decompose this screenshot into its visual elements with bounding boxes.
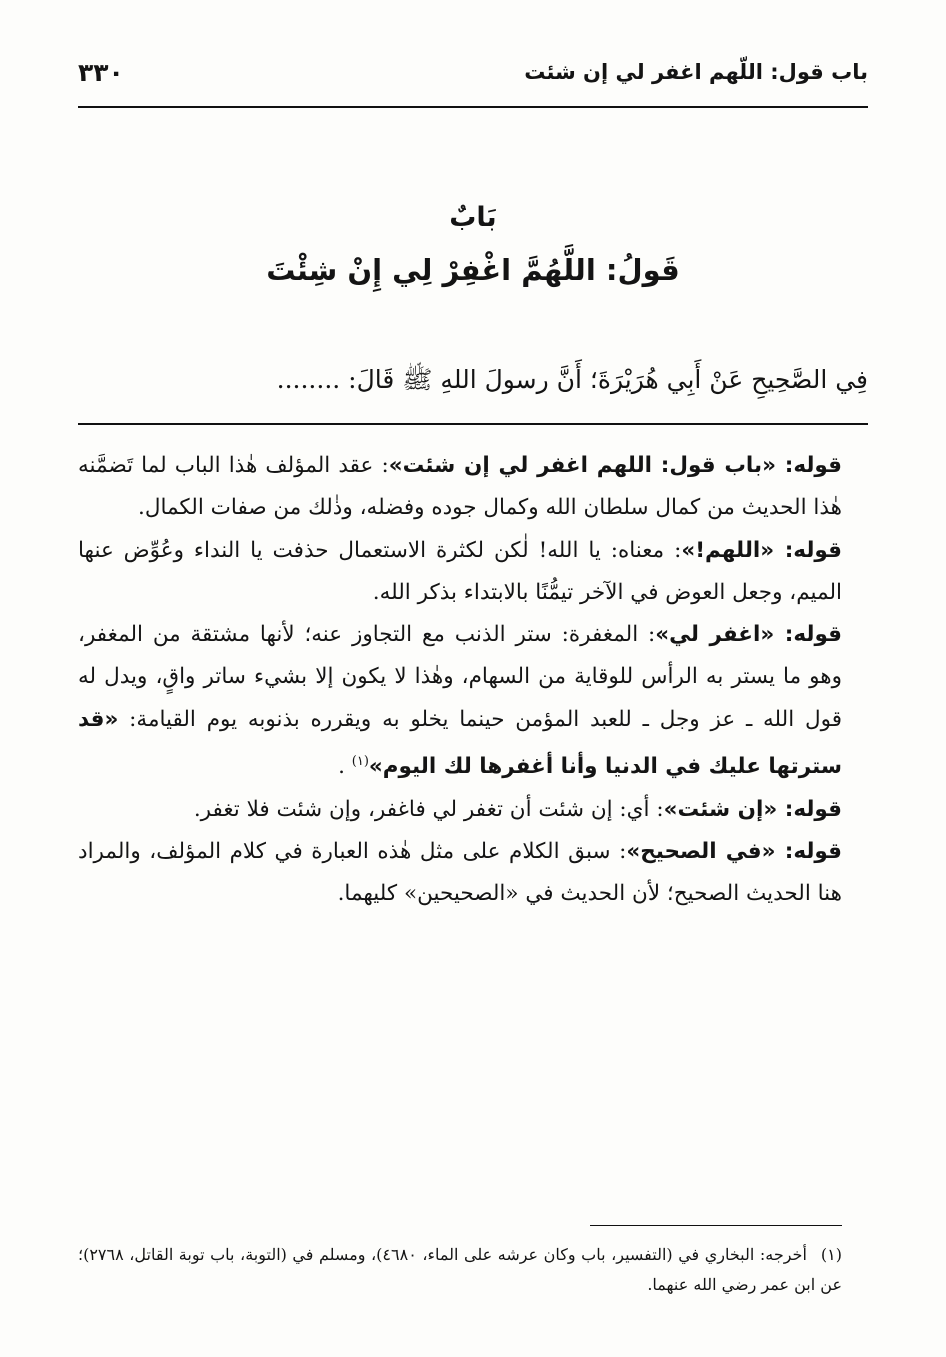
page-number: ٣٣٠	[78, 57, 124, 87]
footnote	[78, 1240, 842, 1300]
qawluhu-keyword: قوله:	[775, 453, 842, 478]
paragraph-text: : عقد المؤلف هٰذا الباب لما تَضمَّنه هٰذا الحديث من كمال سلطان الله وكمال جوده وفضله، وذٰلك من صفات الكمال.	[78, 453, 842, 521]
commentary-paragraph	[78, 530, 842, 615]
quoted-term: «باب قول: اللهم اغفر لي إن شئت»	[388, 453, 776, 478]
matn-rule	[78, 423, 868, 425]
qawluhu-keyword: قوله:	[774, 537, 842, 563]
paragraph-text: : سبق الكلام على مثل هٰذه العبارة في كلام المؤلف، والمراد هنا الحديث الصحيح؛ لأن الحديث في «الصحيحين» كليهما.	[78, 838, 842, 907]
paragraph-end: .	[338, 754, 352, 780]
commentary-body	[78, 445, 842, 915]
quoted-term: «اللهم!»	[681, 537, 775, 563]
commentary-paragraph	[78, 789, 842, 831]
paragraph-text: : أي: إن شئت أن تغفر لي فاغفر، وإن شئت فلا تغفر.	[193, 796, 664, 822]
chapter-title: قَولُ: اللَّهُمَّ اغْفِرْ لِي إِنْ شِئْتَ	[266, 253, 680, 287]
commentary-paragraph	[78, 831, 842, 916]
quoted-term: «اغفر لي»	[655, 622, 775, 648]
chapter-heading	[78, 196, 868, 300]
paragraph-text: : معناه: يا الله! لٰكن لكثرة الاستعمال حذفت يا النداء وعُوِّض عنها الميم، وجعل العوض في الآخر تيمُّنًا بالابتداء بذكر الله.	[78, 537, 842, 605]
qawluhu-keyword: قوله:	[775, 838, 842, 864]
paragraph-text: : المغفرة: ستر الذنب مع التجاوز عنه؛ لأنها مشتقة من المغفر، وهو ما يستر به الرأس للوقاية من السهام، وهٰذا لا يكون إلا بشيء ساتر واقٍ، ويدل له قول الله ـ عز وجل ـ للعبد المؤمن حينما يخلو به ويقرره بذنوبه يوم القيامة:	[78, 622, 842, 732]
page-header	[78, 48, 868, 96]
hadith-quote: «قد سترتها عليك في الدنيا وأنا أغفرها لك اليوم»	[78, 706, 842, 780]
footnote-ref: (١)	[351, 754, 369, 770]
running-title: باب قول: اللّهم اغفر لي إن شئت	[524, 60, 868, 84]
quoted-term: «في الصحيح»	[626, 838, 776, 864]
chapter-word: بَابٌ	[449, 202, 497, 233]
footnote-rule	[590, 1225, 842, 1226]
header-rule	[78, 106, 868, 108]
commentary-paragraph	[78, 614, 842, 788]
matn-text: فِي الصَّحِيحِ عَنْ أَبِي هُرَيْرَةَ؛ أَنَّ رسولَ اللهِ ﷺ قَالَ: ........	[276, 365, 868, 394]
footnote-number: (١)	[820, 1245, 842, 1264]
qawluhu-keyword: قوله:	[777, 796, 842, 822]
footnote-text: أخرجه: البخاري في (التفسير، باب وكان عرشه على الماء، ٤٦٨٠)، ومسلم في (التوبة، باب توبة القاتل، ٢٧٦٨)؛ عن ابن عمر رضي الله عنهما.	[78, 1245, 842, 1294]
commentary-paragraph	[78, 445, 842, 530]
quoted-term: «إن شئت»	[663, 796, 778, 822]
qawluhu-keyword: قوله:	[774, 622, 842, 648]
